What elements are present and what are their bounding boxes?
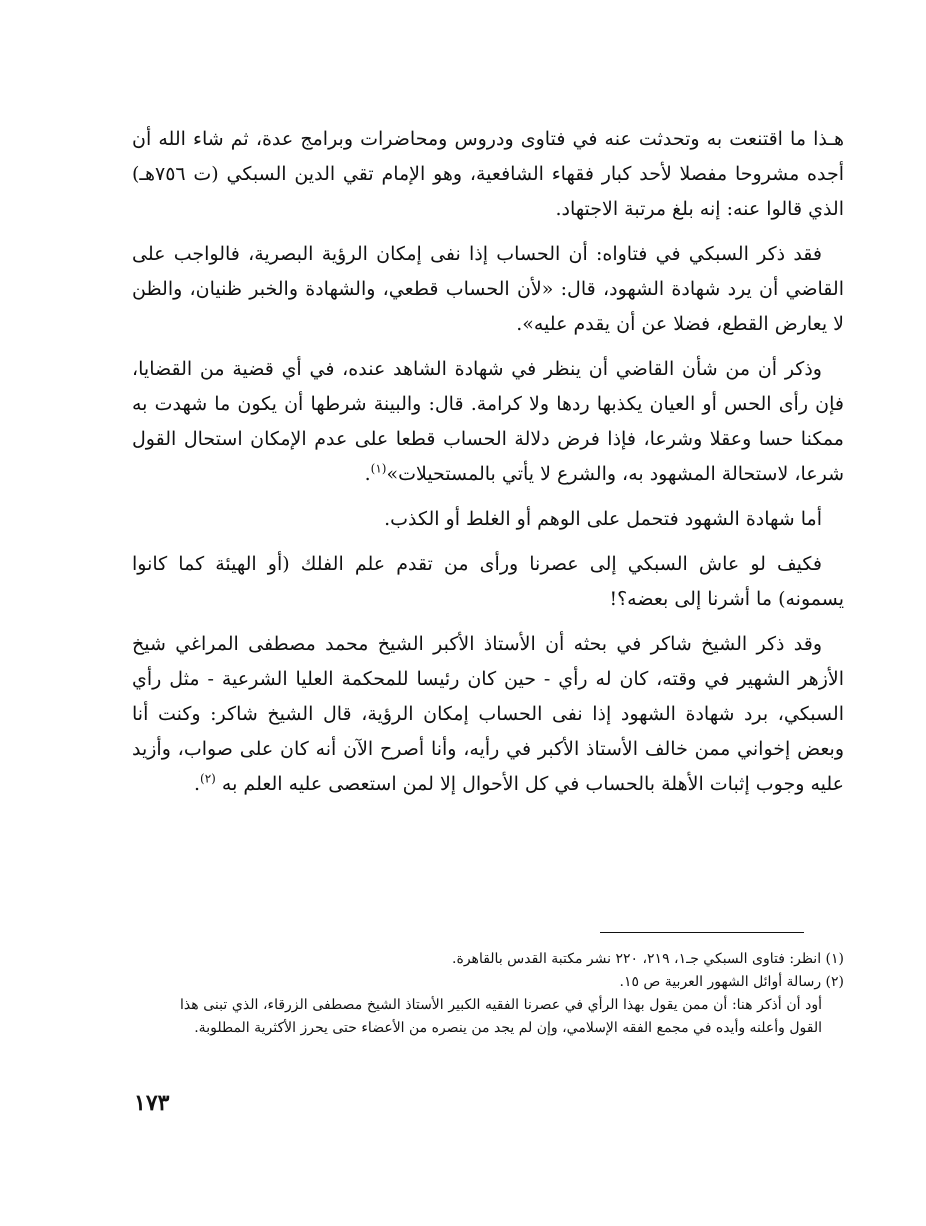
paragraph-5: فكيف لو عاش السبكي إلى عصرنا ورأى من تقدم علم الفلك (أو الهيئة كما كانوا يسمونه) ما أشرنا إلى بعضه؟!: [132, 553, 844, 610]
footnote-divider: [600, 932, 804, 933]
paragraph-4: أما شهادة الشهود فتحمل على الوهم أو الغلط أو الكذب.: [384, 508, 822, 530]
footnote-ref-1: (١): [370, 461, 387, 476]
footnotes: [180, 948, 844, 1040]
paragraph-1: هـذا ما اقتنعت به وتحدثت عنه في فتاوى ودروس ومحاضرات وبرامج عدة، ثم شاء الله أن أجده مشروحا مفصلا لأحد كبار فقهاء الشافعية، وهو الإمام تقي الدين السبكي (ت ٧٥٦هـ) الذي قالوا عنه: إنه بلغ مرتبة الاجتهاد.: [132, 128, 844, 220]
footnote-ref-2: (٢): [200, 771, 216, 786]
page-number: ١٧٣: [134, 1090, 170, 1116]
main-text: [132, 122, 844, 812]
paragraph-3: وذكر أن من شأن القاضي أن ينظر في شهادة الشاهد عنده، في أي قضية من القضايا، فإن رأى الحس أو العيان يكذبها ردها ولا كرامة. قال: والبينة شرطها أن يكون ما شهدت به ممكنا حسا وعقلا وشرعا، فإذا فرض دلالة الحساب قطعا على عدم الإمكان استحال القول شرعا، لاستحالة المشهود به، والشرع لا يأتي بالمستحيلات»$^{(١)}$.: [132, 358, 844, 485]
footnote-2: (٢) رسالة أوائل الشهور العربية ص ١٥.: [619, 974, 844, 990]
paragraph-6: وقد ذكر الشيخ شاكر في بحثه أن الأستاذ الأكبر الشيخ محمد مصطفى المراغي شيخ الأزهر الشهير في وقته، كان له رأي - حين كان رئيسا للمحكمة العليا الشرعية - مثل رأي السبكي، برد شهادة الشهود إذا نفى الحساب إمكان الرؤية، قال الشيخ شاكر: وكنت أنا وبعض إخواني ممن خالف الأستاذ الأكبر في رأيه، وأنا أصرح الآن أنه كان على صواب، وأزيد عليه وجوب إثبات الأهلة بالحساب في كل الأحوال إلا لمن استعصى عليه العلم به $^{(٢)}$.: [132, 633, 844, 795]
paragraph-2: فقد ذكر السبكي في فتاواه: أن الحساب إذا نفى إمكان الرؤية البصرية، فالواجب على القاضي أن يرد شهادة الشهود، قال: «لأن الحساب قطعي، والشهادة والخبر ظنيان، والظن لا يعارض القطع، فضلا عن أن يقدم عليه».: [132, 243, 844, 335]
footnote-1: (١) انظر: فتاوى السبكي جـ١، ٢١٩، ٢٢٠ نشر مكتبة القدس بالقاهرة.: [452, 951, 844, 967]
footnote-2-continued: أود أن أذكر هنا: أن ممن يقول بهذا الرأي في عصرنا الفقيه الكبير الأستاذ الشيخ مصطفى الزرقاء، الذي تبنى هذا القول وأعلنه وأيده في مجمع الفقه الإسلامي، وإن لم يجد من ينصره من الأعضاء حتى يحرز الأكثرية المطلوبة.: [180, 997, 822, 1036]
